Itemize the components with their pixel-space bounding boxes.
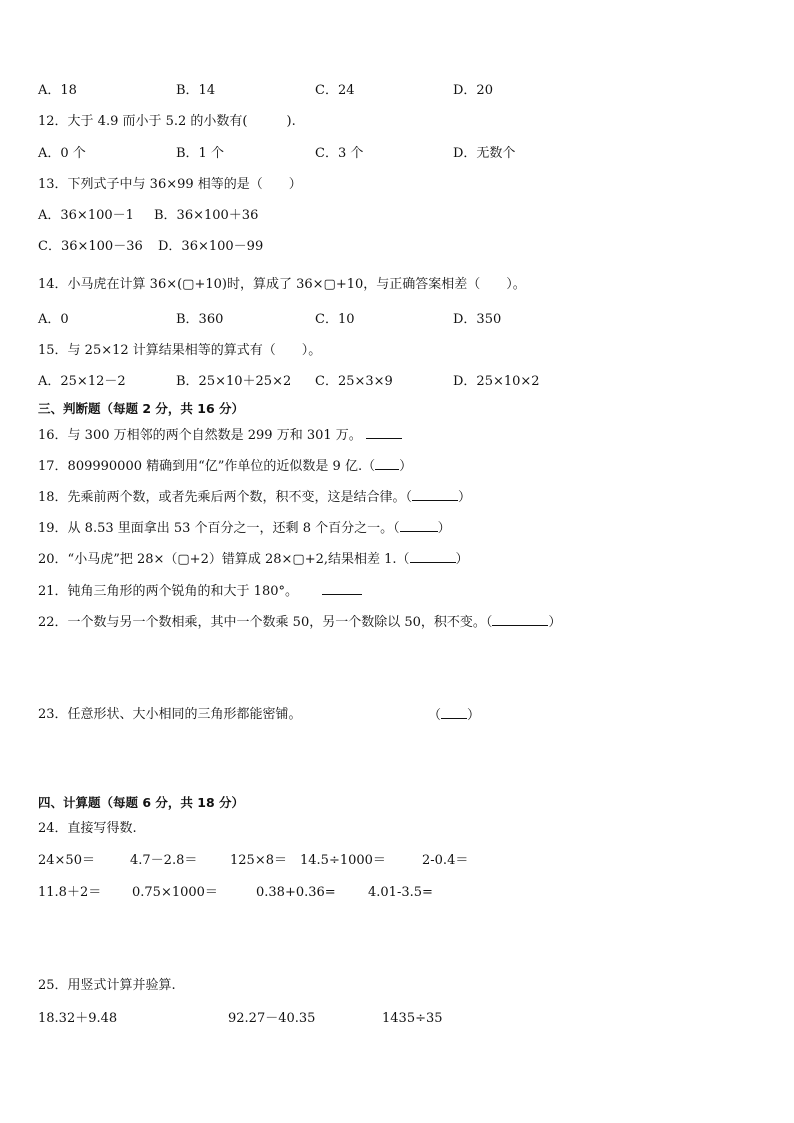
answer-blank[interactable] bbox=[400, 519, 438, 532]
q15-option-c: C．25×3×9 bbox=[315, 374, 393, 389]
q11-option-a: A．18 bbox=[38, 83, 77, 98]
q24-item: 125×8＝ bbox=[230, 853, 287, 868]
q25-item: 18.32＋9.48 bbox=[38, 1011, 118, 1026]
q24-item: 2-0.4＝ bbox=[422, 853, 469, 868]
q15-option-a: A．25×12－2 bbox=[38, 374, 126, 389]
q24-item: 11.8＋2＝ bbox=[38, 885, 102, 900]
q13-stem: 13．下列式子中与 36×99 相等的是（ ） bbox=[38, 177, 302, 192]
q25-item: 1435÷35 bbox=[382, 1011, 443, 1026]
q12-option-b: B．1 个 bbox=[176, 146, 224, 161]
judge-23-text: 23．任意形状、大小相同的三角形都能密铺。 bbox=[38, 707, 302, 722]
q11-option-b: B．14 bbox=[176, 83, 216, 98]
q14-option-b: B．360 bbox=[176, 312, 224, 327]
q24-item: 0.75×1000＝ bbox=[132, 885, 218, 900]
q25-stem: 25．用竖式计算并验算. bbox=[38, 978, 176, 993]
judge-20 bbox=[38, 550, 469, 569]
section-3-heading: 三、判断题（每题 2 分，共 16 分） bbox=[38, 401, 245, 416]
q24-item: 14.5÷1000＝ bbox=[300, 853, 386, 868]
q14-option-c: C．10 bbox=[315, 312, 355, 327]
judge-17 bbox=[38, 457, 412, 476]
q24-stem: 24．直接写得数. bbox=[38, 821, 137, 836]
q14-option-d: D．350 bbox=[453, 312, 502, 327]
q12-option-d: D．无数个 bbox=[453, 146, 516, 161]
answer-blank[interactable] bbox=[322, 582, 362, 595]
q11-option-c: C．24 bbox=[315, 83, 355, 98]
judge-21-text: 21．钝角三角形的两个锐角的和大于 180°。 bbox=[38, 584, 298, 599]
q12-stem: 12．大于 4.9 而小于 5.2 的小数有( ). bbox=[38, 114, 296, 129]
judge-17-text: 17．809990000 精确到用“亿”作单位的近似数是 9 亿.（ bbox=[38, 459, 376, 474]
paren-close: ） bbox=[548, 615, 562, 630]
q15-option-b: B．25×10＋25×2 bbox=[176, 374, 292, 389]
judge-16 bbox=[38, 426, 402, 445]
q14-stem: 14．小马虎在计算 36×(▢+10)时，算成了 36×▢+10，与正确答案相差（ ）。 bbox=[38, 277, 526, 292]
judge-16-text: 16．与 300 万相邻的两个自然数是 299 万和 301 万。 bbox=[38, 428, 362, 443]
answer-blank[interactable] bbox=[410, 550, 456, 563]
q24-item: 0.38+0.36= bbox=[256, 885, 336, 900]
q24-item: 4.01-3.5= bbox=[368, 885, 433, 900]
paren-close: ） bbox=[437, 521, 451, 536]
q15-stem: 15．与 25×12 计算结果相等的算式有（ ）。 bbox=[38, 343, 322, 358]
q24-item: 4.7－2.8＝ bbox=[130, 853, 198, 868]
q13-option-b: B．36×100＋36 bbox=[154, 208, 259, 223]
paren-close: ） bbox=[467, 708, 481, 723]
answer-blank[interactable] bbox=[492, 613, 548, 626]
answer-blank[interactable] bbox=[366, 426, 402, 439]
q11-option-d: D．20 bbox=[453, 83, 493, 98]
q12-option-c: C．3 个 bbox=[315, 146, 364, 161]
judge-19-text: 19．从 8.53 里面拿出 53 个百分之一，还剩 8 个百分之一。（ bbox=[38, 521, 400, 536]
judge-23-answer bbox=[428, 706, 480, 725]
answer-blank[interactable] bbox=[441, 706, 467, 719]
q24-item: 24×50＝ bbox=[38, 853, 95, 868]
paren-close: ） bbox=[399, 459, 413, 474]
judge-18 bbox=[38, 488, 471, 507]
q13-option-c: C．36×100－36 bbox=[38, 239, 143, 254]
judge-21 bbox=[38, 582, 362, 601]
q13-option-a: A．36×100－1 bbox=[38, 208, 134, 223]
judge-22 bbox=[38, 613, 561, 632]
paren-open: （ bbox=[428, 708, 442, 723]
answer-blank[interactable] bbox=[375, 457, 399, 470]
q25-item: 92.27－40.35 bbox=[228, 1011, 316, 1026]
judge-23 bbox=[38, 706, 302, 724]
judge-18-text: 18．先乘前两个数，或者先乘后两个数，积不变，这是结合律。（ bbox=[38, 490, 413, 505]
paren-close: ） bbox=[455, 552, 469, 567]
q13-option-d: D．36×100－99 bbox=[158, 239, 264, 254]
q12-option-a: A．0 个 bbox=[38, 146, 86, 161]
paren-close: ） bbox=[458, 490, 472, 505]
q15-option-d: D．25×10×2 bbox=[453, 374, 540, 389]
judge-22-text: 22．一个数与另一个数相乘，其中一个数乘 50，另一个数除以 50，积不变。（ bbox=[38, 615, 493, 630]
q14-option-a: A．0 bbox=[38, 312, 69, 327]
section-4-heading: 四、计算题（每题 6 分，共 18 分） bbox=[38, 795, 245, 810]
answer-blank[interactable] bbox=[412, 488, 458, 501]
judge-20-text: 20．“小马虎”把 28×（▢+2）错算成 28×▢+2,结果相差 1.（ bbox=[38, 552, 410, 567]
judge-19 bbox=[38, 519, 451, 538]
